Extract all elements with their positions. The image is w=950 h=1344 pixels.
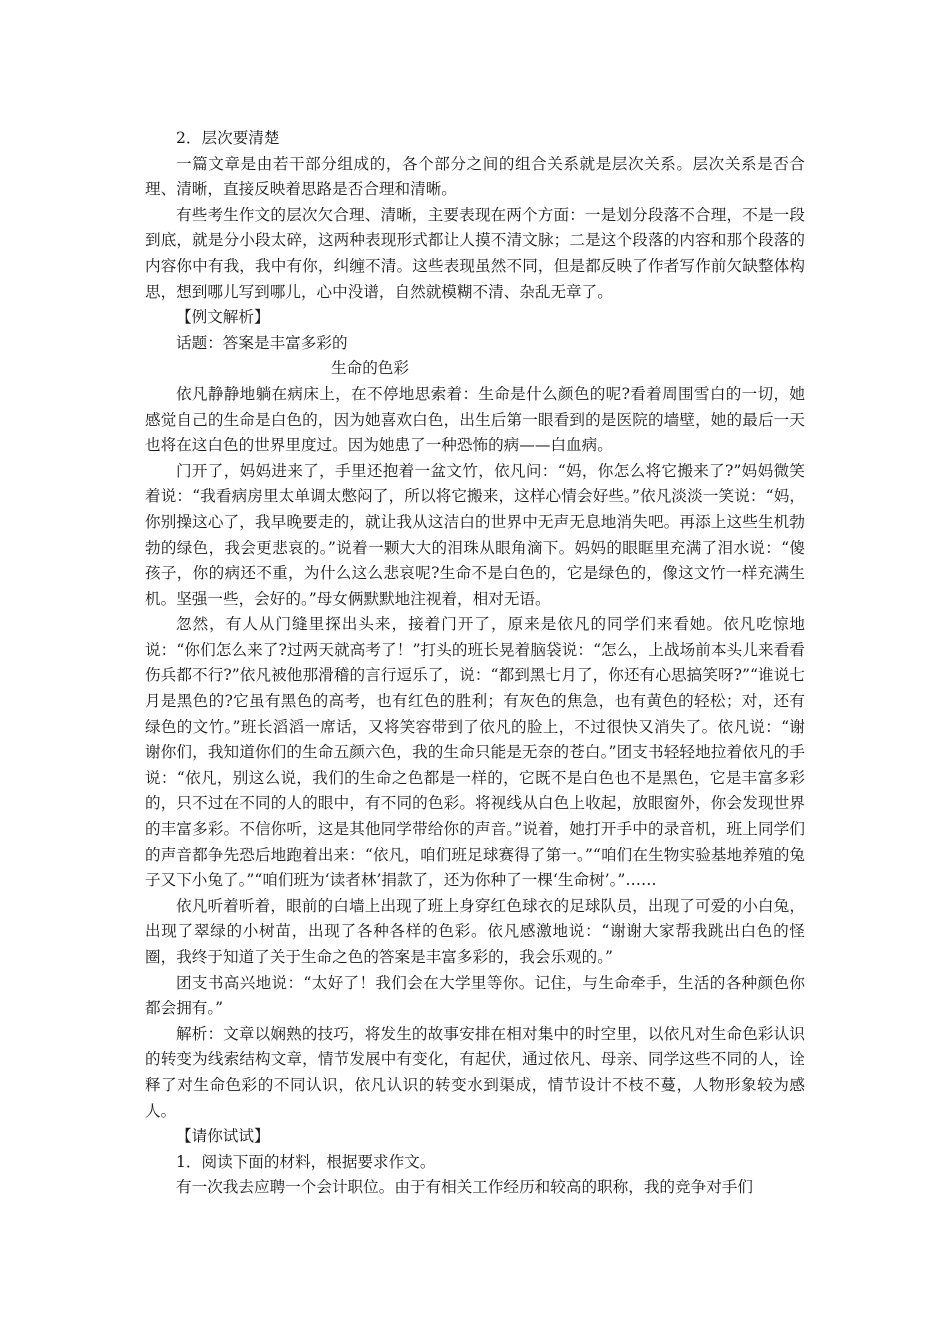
body-paragraph: 一篇文章是由若干部分组成的，各个部分之间的组合关系就是层次关系。层次关系是否合理、清晰，直接反映着思路是否合理和清晰。 [145,154,805,199]
section-label-example: 【例文解析】 [176,308,270,327]
document-body [145,126,805,1201]
essay-paragraph: 依凡静静地躺在病床上，在不停地思索着：生命是什么颜色的呢?看着周围雪白的一切，她感觉自己的生命是白色的，因为她喜欢白色，出生后第一眼看到的是医院的墙壁，她的最后一天也将在这白色的世界里度过。因为她患了一种恐怖的病——白血病。 [145,384,805,455]
analysis-paragraph: 解析：文章以娴熟的技巧，将发生的故事安排在相对集中的时空里，以依凡对生命色彩认识的转变为线索结构文章，情节发展中有变化，有起伏，通过依凡、母亲、同学这些不同的人，诠释了对生命色彩的不同认识，依凡认识的转变水到渠成，情节设计不枝不蔓，人物形象较为感人。 [145,1024,805,1120]
essay-title: 生命的色彩 [331,359,409,378]
topic-line: 话题：答案是丰富多彩的 [176,333,348,352]
section-heading: 2．层次要清楚 [176,129,280,147]
essay-paragraph: 依凡听着听着，眼前的白墙上出现了班上身穿红色球衣的足球队员，出现了可爱的小白兔，出现了翠绿的小树苗，出现了各种各样的色彩。依凡感激地说：“谢谢大家帮我跳出白色的怪圈，我终于知道了关于生命之色的答案是丰富多彩的，我会乐观的。” [145,896,805,966]
essay-paragraph: 忽然，有人从门缝里探出头来，接着门开了，原来是依凡的同学们来看她。依凡吃惊地说：“你们怎么来了?过两天就高考了！”打头的班长晃着脑袋说：“怎么，上战场前本头儿来看看伤兵都不行?”依凡被他那滑稽的言行逗乐了，说：“都到黑七月了，你还有心思搞笑呀?”“谁说七月是黑色的?它虽有黑色的高考，也有红色的胜利；有灰色的焦急，也有黄色的轻松；对，还有绿色的文竹。”班长滔滔一席话，又将笑容带到了依凡的脸上，不过很快又消失了。依凡说：“谢谢你们，我知道你们的生命五颜六色，我的生命只能是无奈的苍白。”团支书轻轻地拉着依凡的手说：“依凡，别这么说，我们的生命之色都是一样的，它既不是白色也不是黑色，它是丰富多彩的，只不过在不同的人的眼中，有不同的色彩。将视线从白色上收起，放眼窗外，你会发现世界的丰富多彩。不信你听，这是其他同学带给你的声音。”说着，她打开手中的录音机，班上同学们的声音都争先恐后地跑着出来：“依凡，咱们班足球赛得了第一。”“咱们在生物实验基地养殖的兔子又下小兔了。”“咱们班为‘读者林’捐款了，还为你种了一棵‘生命树’。”…… [145,615,805,890]
essay-paragraph: 门开了，妈妈进来了，手里还抱着一盆文竹，依凡问：“妈，你怎么将它搬来了?”妈妈微笑着说：“我看病房里太单调太憋闷了，所以将它搬来，这样心情会好些。”依凡淡淡一笑说：“妈，你别操这心了，我早晚要走的，就让我从这洁白的世界中无声无息地消失吧。再添上这些生机勃勃的绿色，我会更悲哀的。”说着一颗大大的泪珠从眼角滴下。妈妈的眼眶里充满了泪水说：“傻孩子，你的病还不重，为什么这么悲哀呢?生命不是白色的，它是绿色的，像这文竹一样充满生机。坚强一些，会好的。”母女俩默默地注视着，相对无语。 [145,461,805,608]
essay-paragraph: 团支书高兴地说：“太好了！我们会在大学里等你。记住，与生命牵手，生活的各种颜色你都会拥有。” [145,973,805,1018]
section-label-try: 【请你试试】 [176,1127,270,1146]
body-paragraph: 有些考生作文的层次欠合理、清晰，主要表现在两个方面：一是划分段落不合理，不是一段到底，就是分小段太碎，这两种表现形式都让人摸不清文脉；二是这个段落的内容和那个段落的内容你中有我，我中有你，纠缠不清。这些表现虽然不同，但是都反映了作者写作前欠缺整体构思，想到哪儿写到哪儿，心中没谱，自然就模糊不清、杂乱无章了。 [145,205,805,301]
material-paragraph: 有一次我去应聘一个会计职位。由于有相关工作经历和较高的职称，我的竞争对手们 [176,1178,753,1197]
task-line: 1．阅读下面的材料，根据要求作文。 [176,1152,436,1171]
